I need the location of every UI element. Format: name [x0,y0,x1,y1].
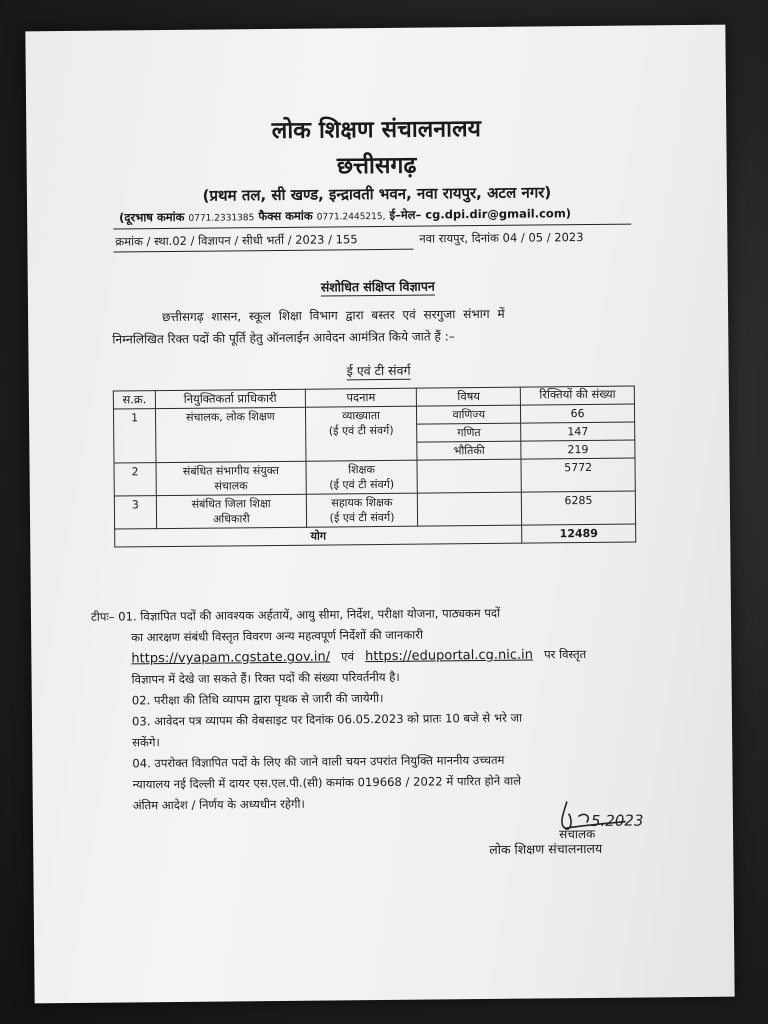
post-name: शिक्षक [348,463,375,477]
email-label: ई–मेल– [389,207,422,222]
total-value: 12489 [522,524,636,543]
intro-line-2: निम्नलिखित रिक्त पदों की पूर्ति हेतु ऑनलाईन आवेदन आमंत्रित किये जाते हैं :– [112,329,455,347]
post-name: व्याख्याता [342,408,381,423]
header-authority: नियुक्तिकर्ता प्राधिकारी [155,389,305,408]
reference-underline [113,249,413,253]
place-date: नवा रायपुर, दिनांक 04 / 05 / 2023 [419,230,584,246]
authority-line-2: अधिकारी [212,512,250,526]
intro-line-1: छत्तीसगढ़ शासन, स्कूल शिक्षा विभाग द्वारा बस्तर एवं सरगुजा संभाग में [162,306,505,325]
authority-line-1: संबंधित जिला शिक्षा [191,497,271,511]
post-name: सहायक शिक्षक [331,495,393,510]
signatory-designation: संचालक [559,826,596,842]
note-4-line-2: न्यायालय नई दिल्ली में दायर एस.एल.पी.(सी) कमांक 019668 / 2022 में पारित होने वाले [132,773,522,792]
cell-post [306,460,418,494]
cell-count: 5772 [521,458,635,492]
cadre-heading [29,359,729,383]
cell-authority: संचालक, लोक शिक्षण [155,407,305,462]
notes-prefix: टीपः– [90,609,115,624]
cell-post [305,406,417,461]
cell-subject: गणित [417,423,521,442]
header-post: पदनाम [305,388,417,407]
signature-date: 5.2023 [590,811,644,830]
table-row [114,491,635,529]
cell-sn: 2 [114,463,156,496]
subject-text: संशोधित संक्षिप्त विज्ञापन [320,278,435,295]
table-row [114,458,635,496]
note-1-text: 01. विज्ञापित पदों की आवश्यक अर्हतायें, आयु सीमा, निर्देश, परीक्षा योजना, पाठ्यकम पदों [118,605,501,624]
cell-count: 147 [521,422,635,441]
fax-label: फैक्स कमांक [258,208,313,224]
eduportal-link[interactable]: https://eduportal.cg.nic.in [364,647,534,665]
cell-count: 6285 [521,491,635,525]
email-address: cg.dpi.dir@gmail.com) [425,206,572,222]
cell-subject [417,459,521,493]
fax-number: 0771.2445215, [316,211,386,223]
note-3-line-1: 03. आवेदन पत्र व्यापम की वेबसाइट पर दिनांक 06.05.2023 को प्रातः 10 बजे से भरे जा [131,710,523,729]
authority-line-1: संबंधित संभागीय संयुक्त [182,463,279,478]
note-3-line-2: सकेंगे। [132,735,160,750]
header-subject: विषय [417,387,521,406]
phone-label: (दूरभाष कमांक [119,209,185,225]
cadre-heading-text: ई एवं टी संवर्ग [346,362,411,379]
vacancy-table [113,386,636,548]
cell-authority [156,494,306,528]
post-cadre: (ई एवं टी संवर्ग) [328,423,394,438]
note-1-line-2: का आरक्षण संबंधी विस्तृत विवरण अन्य महत्वपूर्ण निर्देशों की जानकारी [131,627,424,645]
notice-subject [28,275,728,299]
note-1-after-link: पर विस्तृत [543,647,587,662]
authority-line-2: संचालक [214,479,248,493]
note-4-line-3: अंतिम आदेश / निर्णय के अध्यधीन रहेगी। [132,796,305,813]
note-2: 02. परीक्षा की तिथि व्यापम द्वारा पृथक से जारी की जायेगी। [131,690,384,708]
office-title: लोक शिक्षण संचालनालय [271,116,482,145]
cell-post [306,493,418,527]
cell-subject [418,492,522,526]
note-4-line-1: 04. उपरोक्त विज्ञापित पदों के लिए की जाने वाली चयन उपरांत नियुक्ति माननीय उच्चतम [132,752,505,771]
cell-authority [156,461,306,495]
state-title: छत्तीसगढ़ [336,152,417,180]
contact-line [119,206,571,225]
header-sn: स.क्र. [113,391,155,409]
reference-number: क्रमांक / स्था.02 / विज्ञापन / सीधी भर्ती / 2023 / 155 [115,232,358,249]
post-cadre: (ई एवं टी संवर्ग) [329,477,395,492]
cell-sn: 3 [114,496,156,529]
office-address: (प्रथम तल, सी खण्ड, इन्द्रावती भवन, नवा रायपुर, अटल नगर) [202,183,552,205]
cell-subject: भौतिकी [417,441,521,460]
and-word: एवं [341,649,355,664]
total-label: योग [115,525,522,547]
table-total-row [115,524,636,547]
phone-number: 0771.2331385 [188,213,255,224]
cell-subject: वाणिज्य [417,405,521,424]
issuing-office: लोक शिक्षण संचालनालय [489,840,603,857]
cell-sn: 1 [113,409,155,463]
post-cadre: (ई एवं टी संवर्ग) [329,510,395,525]
cell-count: 66 [521,404,635,423]
header-vacancies: रिक्तियों की संख्या [520,386,634,405]
notes-section [91,601,653,816]
document-page [25,25,734,1004]
vyapam-link[interactable]: https://vyapam.cgstate.gov.in/ [131,649,331,667]
cell-count: 219 [521,440,635,459]
note-1-line-4: विज्ञापन में देखे जा सकते हैं। रिक्त पदों की संख्या परिवर्तनीय है। [131,669,400,687]
